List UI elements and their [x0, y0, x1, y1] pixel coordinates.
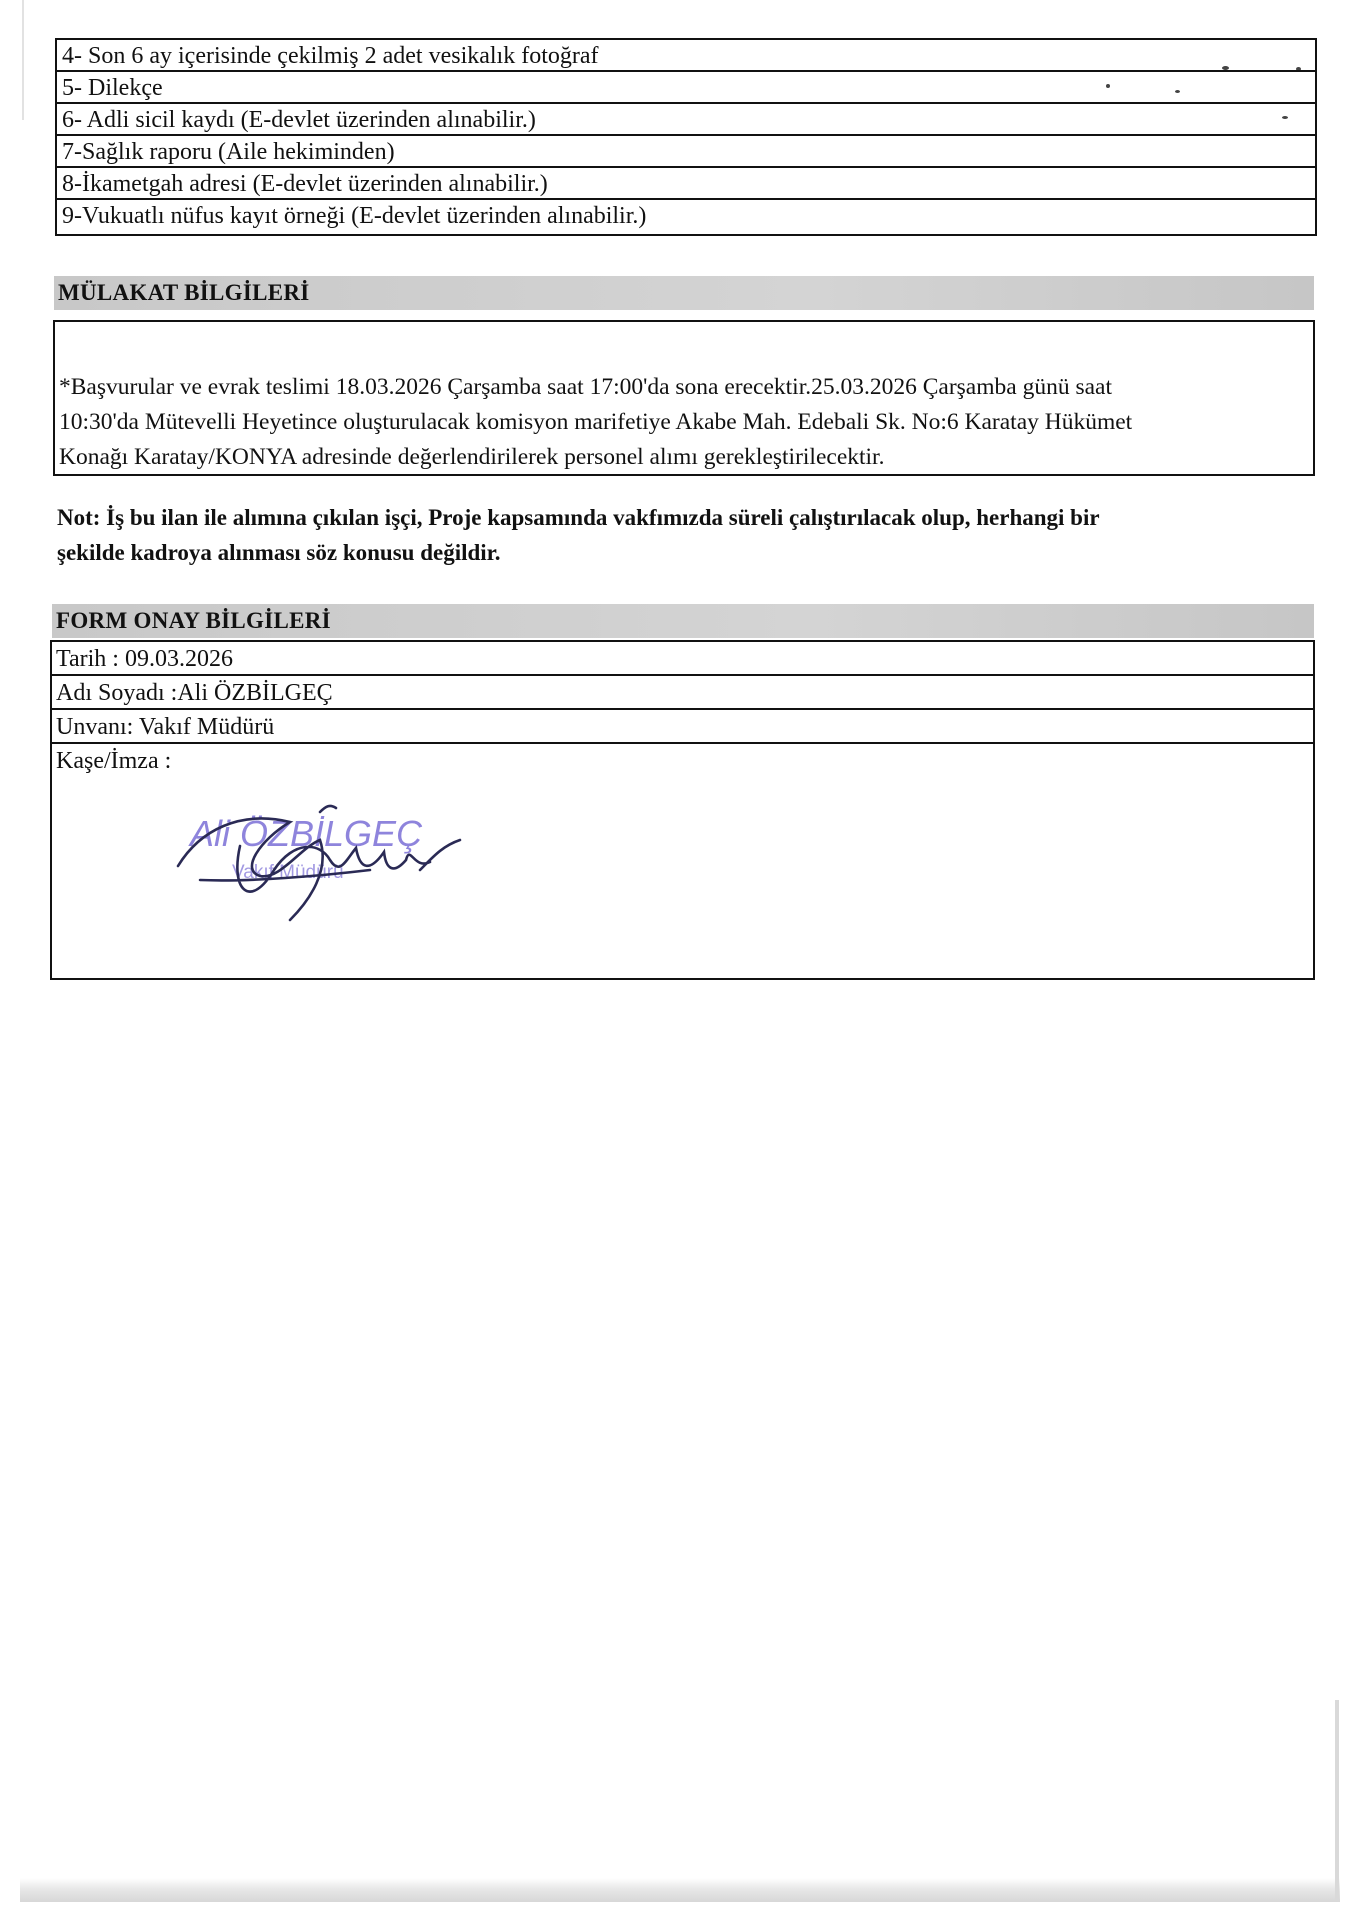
note-paragraph: [57, 500, 1287, 570]
approval-sign-label: Kaşe/İmza :: [56, 748, 172, 774]
interview-line-2: 10:30'da Mütevelli Heyetince oluşturulacak komisyon marifetiye Akabe Mah. Edebali Sk. No:6 Karatay Hükümet: [59, 409, 1133, 435]
approval-name: Adı Soyadı :Ali ÖZBİLGEÇ: [52, 676, 1313, 710]
document-item: 7-Sağlık raporu (Aile hekiminden): [57, 136, 1315, 168]
signature-stamp: [170, 800, 510, 930]
note-line-1: Not: İş bu ilan ile alımına çıkılan işçi, Proje kapsamında vakfımızda süreli çalıştırılacak olup, herhangi bir: [57, 505, 1100, 530]
note-line-2: şekilde kadroya alınması söz konusu değildir.: [57, 540, 501, 565]
document-item: 5- Dilekçe: [57, 72, 1315, 104]
scan-edge-left: [22, 0, 24, 120]
form-approval-heading: FORM ONAY BİLGİLERİ: [52, 604, 1314, 638]
interview-box: [53, 320, 1315, 476]
approval-title: Unvanı: Vakıf Müdürü: [52, 710, 1313, 744]
document-item: 9-Vukuatlı nüfus kayıt örneği (E-devlet üzerinden alınabilir.): [62, 203, 647, 229]
scan-edge-bottom: [20, 1878, 1340, 1902]
required-documents-table: [55, 38, 1317, 236]
approval-date: Tarih : 09.03.2026: [52, 642, 1313, 676]
document-item: 4- Son 6 ay içerisinde çekilmiş 2 adet vesikalık fotoğraf: [57, 40, 1315, 72]
scan-edge-right: [1335, 1700, 1339, 1900]
stamp-name-text: Ali ÖZBİLGEÇ: [190, 813, 423, 854]
interview-heading: MÜLAKAT BİLGİLERİ: [54, 276, 1314, 310]
stamp-title-text: Vakıf Müdürü: [232, 862, 344, 883]
interview-line-1: *Başvurular ve evrak teslimi 18.03.2026 Çarşamba saat 17:00'da sona erecektir.25.03.2026 Çarşamba günü saat: [59, 374, 1112, 400]
document-item: 6- Adli sicil kaydı (E-devlet üzerinden alınabilir.): [57, 104, 1315, 136]
document-item: 8-İkametgah adresi (E-devlet üzerinden alınabilir.): [57, 168, 1315, 200]
interview-line-3: Konağı Karatay/KONYA adresinde değerlendirilerek personel alımı gerekleştirilecektir.: [59, 444, 885, 470]
interview-text: [59, 370, 1293, 475]
